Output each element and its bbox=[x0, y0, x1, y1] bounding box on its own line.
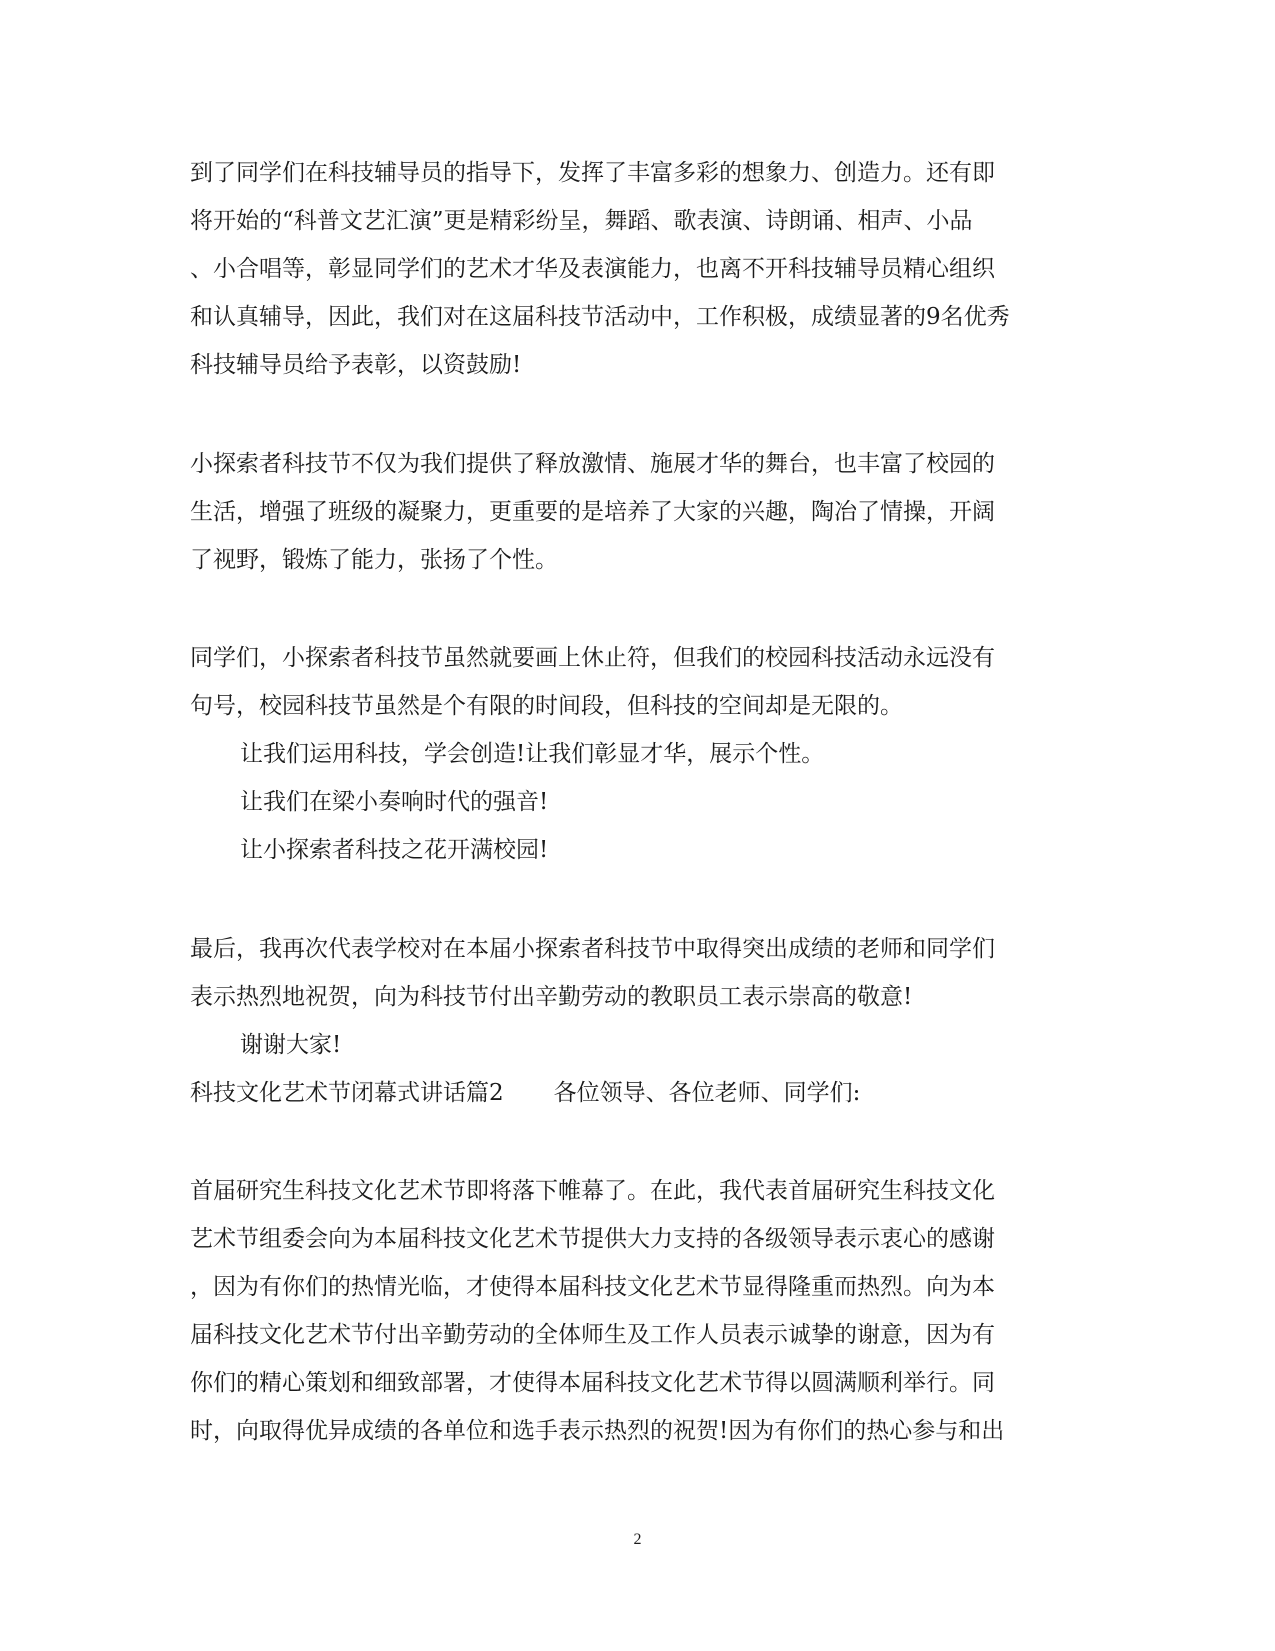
section-title: 科技文化艺术节闭幕式讲话篇2 bbox=[190, 1080, 504, 1106]
body-text-line: 首届研究生科技文化艺术节即将落下帷幕了。在此，我代表首届研究生科技文化 bbox=[190, 1178, 995, 1204]
body-text-line: 同学们，小探索者科技节虽然就要画上休止符，但我们的校园科技活动永远没有 bbox=[190, 645, 995, 671]
body-text-line: 和认真辅导，因此，我们对在这届科技节活动中，工作积极，成绩显著的9名优秀 bbox=[190, 304, 1010, 330]
body-text-line: 、小合唱等，彰显同学们的艺术才华及表演能力，也离不开科技辅导员精心组织 bbox=[190, 256, 995, 282]
slogan-line: 让我们运用科技，学会创造!让我们彰显才华，展示个性。 bbox=[240, 741, 825, 767]
thanks-line: 谢谢大家! bbox=[240, 1032, 342, 1058]
page-number: 2 bbox=[633, 1531, 642, 1548]
body-text-line: 了视野，锻炼了能力，张扬了个性。 bbox=[190, 547, 558, 573]
body-text-line: 将开始的“科普文艺汇演”更是精彩纷呈，舞蹈、歌表演、诗朗诵、相声、小品 bbox=[190, 208, 973, 234]
body-text-line: 生活，增强了班级的凝聚力，更重要的是培养了大家的兴趣，陶冶了情操，开阔 bbox=[190, 499, 995, 525]
body-text-line: 表示热烈地祝贺，向为科技节付出辛勤劳动的教职员工表示崇高的敬意! bbox=[190, 984, 913, 1010]
body-text-line: 句号，校园科技节虽然是个有限的时间段，但科技的空间却是无限的。 bbox=[190, 693, 903, 719]
body-text-line: 最后，我再次代表学校对在本届小探索者科技节中取得突出成绩的老师和同学们 bbox=[190, 936, 995, 962]
body-text-line: ，因为有你们的热情光临，才使得本届科技文化艺术节显得隆重而热烈。向为本 bbox=[190, 1274, 995, 1300]
body-text-line: 时，向取得优异成绩的各单位和选手表示热烈的祝贺!因为有你们的热心参与和出 bbox=[190, 1418, 1005, 1444]
body-text-line: 到了同学们在科技辅导员的指导下，发挥了丰富多彩的想象力、创造力。还有即 bbox=[190, 160, 995, 186]
body-text-line: 小探索者科技节不仅为我们提供了释放激情、施展才华的舞台，也丰富了校园的 bbox=[190, 451, 995, 477]
greeting: 各位领导、各位老师、同学们: bbox=[553, 1080, 861, 1106]
section-heading-line bbox=[190, 1078, 860, 1108]
body-text-line: 届科技文化艺术节付出辛勤劳动的全体师生及工作人员表示诚挚的谢意，因为有 bbox=[190, 1322, 995, 1348]
body-text-line: 科技辅导员给予表彰，以资鼓励! bbox=[190, 352, 522, 378]
slogan-line: 让小探索者科技之花开满校园! bbox=[240, 837, 549, 863]
body-text-line: 艺术节组委会向为本届科技文化艺术节提供大力支持的各级领导表示衷心的感谢 bbox=[190, 1226, 995, 1252]
slogan-line: 让我们在梁小奏响时代的强音! bbox=[240, 789, 549, 815]
body-text-line: 你们的精心策划和细致部署，才使得本届科技文化艺术节得以圆满顺利举行。同 bbox=[190, 1370, 995, 1396]
